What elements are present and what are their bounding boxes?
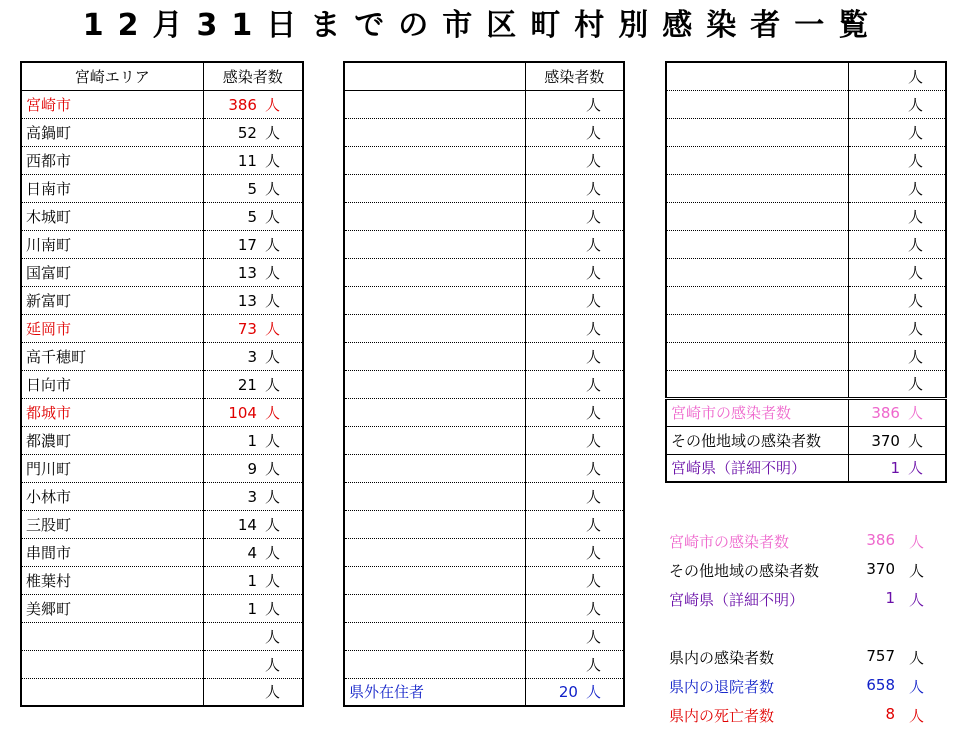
area-name-cell: 三股町 — [21, 510, 203, 538]
count-cell — [848, 230, 946, 258]
area-name-cell — [344, 146, 525, 174]
count-value: 1 — [247, 599, 257, 618]
area-name-cell — [666, 258, 848, 286]
count-value: 3 — [247, 347, 257, 366]
unit-label: 人 — [264, 151, 280, 170]
area-name-cell — [666, 146, 848, 174]
table-row — [21, 370, 303, 398]
unit-label: 人 — [585, 263, 601, 282]
table-row — [21, 426, 303, 454]
area-name-cell — [666, 90, 848, 118]
area-name-cell — [666, 118, 848, 146]
count-cell — [848, 398, 946, 426]
unit-label: 人 — [585, 319, 601, 338]
count-cell — [203, 118, 303, 146]
count-cell — [848, 426, 946, 454]
unit-label: 人 — [585, 515, 601, 534]
count-header: 感染者数 — [525, 62, 624, 90]
area-name-cell — [344, 566, 525, 594]
unit-label: 人 — [585, 627, 601, 646]
count-cell — [848, 286, 946, 314]
unit-label: 人 — [264, 683, 280, 702]
count-cell — [203, 90, 303, 118]
area-name-cell — [344, 426, 525, 454]
header-row — [344, 62, 624, 90]
count-header: 感染者数 — [203, 62, 303, 90]
table-row — [21, 594, 303, 622]
area-name-cell — [344, 174, 525, 202]
summary-count: 1 — [885, 589, 895, 607]
table-row — [21, 678, 303, 706]
table-row — [21, 454, 303, 482]
area-name-cell: 国富町 — [21, 258, 203, 286]
unit-label: 人 — [585, 403, 601, 422]
unit-label: 人 — [907, 319, 923, 338]
table-row — [344, 342, 624, 370]
count-value: 52 — [237, 123, 257, 142]
area-name-cell — [344, 594, 525, 622]
table-row — [344, 314, 624, 342]
summary-line — [669, 531, 939, 551]
area-name-cell — [666, 370, 848, 398]
unit-label: 人 — [909, 649, 925, 667]
area-name-cell — [344, 314, 525, 342]
area-name-cell: 宮崎市の感染者数 — [666, 398, 848, 426]
table-row — [344, 622, 624, 650]
table-row — [666, 118, 946, 146]
table-row — [344, 258, 624, 286]
count-cell — [525, 398, 624, 426]
count-cell — [203, 286, 303, 314]
unit-label: 人 — [264, 487, 280, 506]
summary-line — [669, 560, 939, 580]
count-cell — [525, 202, 624, 230]
summary-label: 県内の死亡者数 — [669, 707, 775, 725]
unit-label: 人 — [907, 123, 923, 142]
table-row — [344, 202, 624, 230]
area-name-cell: 延岡市 — [21, 314, 203, 342]
unit-label: 人 — [585, 375, 601, 394]
count-cell — [525, 230, 624, 258]
area-table-2 — [343, 61, 625, 707]
area-name-cell: その他地域の感染者数 — [666, 426, 848, 454]
count-cell — [848, 454, 946, 482]
unit-label: 人 — [264, 375, 280, 394]
area-name-cell: 日南市 — [21, 174, 203, 202]
count-cell — [848, 370, 946, 398]
count-value: 11 — [237, 151, 257, 170]
unit-label: 人 — [264, 123, 280, 142]
unit-label: 人 — [264, 459, 280, 478]
area-name-cell — [344, 482, 525, 510]
area-name-cell — [666, 314, 848, 342]
area-name-cell — [344, 370, 525, 398]
unit-label: 人 — [909, 591, 925, 609]
unit-label: 人 — [907, 207, 923, 226]
area-name-cell: 高鍋町 — [21, 118, 203, 146]
table-row — [666, 398, 946, 426]
count-cell — [203, 566, 303, 594]
count-cell — [203, 258, 303, 286]
area-name-cell: 都濃町 — [21, 426, 203, 454]
area-name-cell — [666, 202, 848, 230]
table-row — [666, 62, 946, 90]
unit-label: 人 — [907, 67, 923, 86]
table-row — [344, 146, 624, 174]
summary-count: 757 — [866, 647, 895, 665]
count-value: 17 — [237, 235, 257, 254]
count-value: 4 — [247, 543, 257, 562]
unit-label: 人 — [907, 95, 923, 114]
table-row — [21, 566, 303, 594]
count-cell — [525, 90, 624, 118]
area-name-cell: 川南町 — [21, 230, 203, 258]
area-name-cell: 美郷町 — [21, 594, 203, 622]
table-row — [21, 258, 303, 286]
unit-label: 人 — [907, 291, 923, 310]
unit-label: 人 — [907, 347, 923, 366]
count-cell — [203, 398, 303, 426]
unit-label: 人 — [585, 235, 601, 254]
area-name-cell: 小林市 — [21, 482, 203, 510]
unit-label: 人 — [585, 571, 601, 590]
unit-label: 人 — [585, 179, 601, 198]
count-cell — [203, 342, 303, 370]
area-name-cell: 新富町 — [21, 286, 203, 314]
summary-label: 県内の感染者数 — [669, 649, 775, 667]
unit-label: 人 — [907, 235, 923, 254]
area-name-cell: 木城町 — [21, 202, 203, 230]
unit-label: 人 — [585, 655, 601, 674]
area-name-cell — [344, 622, 525, 650]
summary-label: 県内の退院者数 — [669, 678, 775, 696]
unit-label: 人 — [264, 515, 280, 534]
summary-count: 370 — [866, 560, 895, 578]
area-header — [344, 62, 525, 90]
area-name-cell — [344, 202, 525, 230]
table-row — [21, 398, 303, 426]
unit-label: 人 — [585, 487, 601, 506]
unit-label: 人 — [585, 431, 601, 450]
table-row — [666, 174, 946, 202]
table-row — [344, 650, 624, 678]
area-name-cell — [344, 230, 525, 258]
count-cell — [525, 146, 624, 174]
table-row — [666, 230, 946, 258]
unit-label: 人 — [585, 347, 601, 366]
table-row — [21, 482, 303, 510]
count-cell — [203, 426, 303, 454]
table-row — [666, 90, 946, 118]
unit-label: 人 — [907, 459, 923, 478]
table-row — [344, 482, 624, 510]
table-row — [21, 90, 303, 118]
count-value: 386 — [871, 404, 900, 422]
count-cell — [525, 650, 624, 678]
table-row — [666, 202, 946, 230]
total-line — [669, 676, 939, 696]
count-cell — [203, 622, 303, 650]
count-value: 13 — [237, 263, 257, 282]
table-row — [344, 90, 624, 118]
count-cell — [848, 90, 946, 118]
area-name-cell — [344, 454, 525, 482]
count-value: 5 — [247, 179, 257, 198]
count-cell — [848, 62, 946, 90]
count-cell — [203, 146, 303, 174]
table-row — [344, 454, 624, 482]
count-cell — [525, 426, 624, 454]
area-name-cell: 西都市 — [21, 146, 203, 174]
area-name-cell — [666, 342, 848, 370]
count-cell — [203, 482, 303, 510]
table-row — [21, 510, 303, 538]
summary-label: 宮崎市の感染者数 — [669, 533, 790, 551]
unit-label: 人 — [907, 263, 923, 282]
table-row — [344, 174, 624, 202]
unit-label: 人 — [585, 151, 601, 170]
table-row — [21, 202, 303, 230]
count-value: 20 — [558, 683, 578, 702]
count-cell — [203, 454, 303, 482]
count-cell — [525, 678, 624, 706]
count-cell — [203, 174, 303, 202]
area-name-cell — [344, 258, 525, 286]
summary-line — [669, 589, 939, 609]
unit-label: 人 — [264, 599, 280, 618]
area-name-cell — [344, 510, 525, 538]
unit-label: 人 — [585, 459, 601, 478]
unit-label: 人 — [585, 683, 601, 702]
unit-label: 人 — [907, 151, 923, 170]
area-name-cell — [344, 538, 525, 566]
unit-label: 人 — [264, 571, 280, 590]
count-value: 1 — [247, 571, 257, 590]
count-cell — [848, 258, 946, 286]
summary-count: 8 — [885, 705, 895, 723]
table-row — [344, 678, 624, 706]
area-name-cell — [666, 230, 848, 258]
area-name-cell — [344, 118, 525, 146]
area-name-cell — [344, 286, 525, 314]
table-row — [344, 566, 624, 594]
count-cell — [203, 678, 303, 706]
unit-label: 人 — [264, 291, 280, 310]
header-row — [21, 62, 303, 90]
unit-label: 人 — [909, 678, 925, 696]
count-cell — [203, 594, 303, 622]
count-cell — [525, 258, 624, 286]
area-table-3 — [665, 61, 947, 483]
unit-label: 人 — [585, 291, 601, 310]
area-name-cell: 高千穂町 — [21, 342, 203, 370]
page-title: 12月31日までの市区町村別感染者一覧 — [82, 8, 883, 43]
summary-count: 658 — [866, 676, 895, 694]
unit-label: 人 — [585, 95, 601, 114]
area-name-cell: 宮崎市 — [21, 90, 203, 118]
table-row — [666, 314, 946, 342]
area-name-cell: 門川町 — [21, 454, 203, 482]
area-name-cell: 串間市 — [21, 538, 203, 566]
area-table-miyazaki — [20, 61, 304, 707]
unit-label: 人 — [264, 207, 280, 226]
table-row — [344, 118, 624, 146]
table-row — [344, 538, 624, 566]
table-row — [344, 426, 624, 454]
count-cell — [525, 286, 624, 314]
unit-label: 人 — [264, 347, 280, 366]
count-cell — [848, 314, 946, 342]
count-cell — [525, 370, 624, 398]
unit-label: 人 — [264, 319, 280, 338]
area-name-cell: 都城市 — [21, 398, 203, 426]
count-cell — [848, 146, 946, 174]
count-cell — [203, 314, 303, 342]
count-cell — [525, 118, 624, 146]
count-cell — [848, 202, 946, 230]
unit-label: 人 — [264, 543, 280, 562]
unit-label: 人 — [264, 431, 280, 450]
table-row — [21, 314, 303, 342]
table-row — [21, 342, 303, 370]
area-name-cell: 椎葉村 — [21, 566, 203, 594]
area-name-cell — [666, 174, 848, 202]
summary-label: その他地域の感染者数 — [669, 562, 820, 580]
table-row — [344, 510, 624, 538]
table-row — [666, 426, 946, 454]
count-value: 104 — [228, 403, 257, 422]
table-row — [21, 230, 303, 258]
table-row — [21, 118, 303, 146]
count-cell — [525, 174, 624, 202]
count-cell — [203, 538, 303, 566]
count-cell — [525, 510, 624, 538]
unit-label: 人 — [585, 599, 601, 618]
unit-label: 人 — [264, 655, 280, 674]
count-cell — [525, 622, 624, 650]
unit-label: 人 — [907, 375, 923, 393]
table-row — [344, 594, 624, 622]
count-cell — [525, 454, 624, 482]
count-value: 370 — [871, 431, 900, 450]
area-name-cell — [21, 622, 203, 650]
area-name-cell — [666, 62, 848, 90]
area-name-cell: 県外在住者 — [349, 683, 425, 702]
area-name-cell: 日向市 — [21, 370, 203, 398]
count-cell — [525, 482, 624, 510]
area-name-cell — [21, 650, 203, 678]
unit-label: 人 — [907, 431, 923, 450]
area-name-cell — [344, 398, 525, 426]
count-cell — [203, 650, 303, 678]
table-row — [344, 286, 624, 314]
count-cell — [525, 594, 624, 622]
area-name-cell — [344, 342, 525, 370]
unit-label: 人 — [907, 404, 923, 422]
summary-label: 宮崎県（詳細不明） — [669, 591, 805, 609]
table-row — [666, 286, 946, 314]
count-cell — [848, 118, 946, 146]
table-row — [344, 370, 624, 398]
table-row — [666, 258, 946, 286]
count-cell — [203, 230, 303, 258]
area-name-cell — [21, 678, 203, 706]
count-value: 386 — [228, 95, 257, 114]
count-value: 14 — [237, 515, 257, 534]
unit-label: 人 — [264, 627, 280, 646]
unit-label: 人 — [264, 95, 280, 114]
area-name-cell: 宮崎県（詳細不明） — [666, 454, 848, 482]
table-row — [21, 174, 303, 202]
count-cell — [203, 370, 303, 398]
unit-label: 人 — [909, 533, 925, 551]
count-value: 1 — [247, 431, 257, 450]
table-row — [344, 230, 624, 258]
table-row — [666, 454, 946, 482]
unit-label: 人 — [909, 707, 925, 725]
table-row — [21, 146, 303, 174]
unit-label: 人 — [264, 235, 280, 254]
table-row — [21, 650, 303, 678]
count-cell — [203, 202, 303, 230]
area-header: 宮崎エリア — [21, 62, 203, 90]
count-value: 1 — [890, 459, 900, 478]
count-cell — [525, 566, 624, 594]
count-value: 9 — [247, 459, 257, 478]
unit-label: 人 — [264, 179, 280, 198]
count-cell — [848, 174, 946, 202]
count-cell — [525, 342, 624, 370]
count-cell — [525, 314, 624, 342]
count-value: 21 — [237, 375, 257, 394]
table-row — [21, 538, 303, 566]
table-row — [666, 342, 946, 370]
unit-label: 人 — [264, 263, 280, 282]
count-value: 73 — [237, 319, 257, 338]
count-cell — [848, 342, 946, 370]
unit-label: 人 — [585, 123, 601, 142]
table-row — [666, 370, 946, 398]
count-cell — [203, 510, 303, 538]
count-value: 13 — [237, 291, 257, 310]
area-name-cell — [344, 90, 525, 118]
table-row — [344, 398, 624, 426]
area-name-cell — [344, 650, 525, 678]
total-line — [669, 705, 939, 725]
unit-label: 人 — [909, 562, 925, 580]
unit-label: 人 — [264, 403, 280, 422]
total-line — [669, 647, 939, 667]
table-row — [666, 146, 946, 174]
table-row — [21, 286, 303, 314]
unit-label: 人 — [585, 207, 601, 226]
summary-count: 386 — [866, 531, 895, 549]
count-value: 3 — [247, 487, 257, 506]
count-value: 5 — [247, 207, 257, 226]
area-name-cell — [666, 286, 848, 314]
unit-label: 人 — [907, 179, 923, 198]
unit-label: 人 — [585, 543, 601, 562]
count-cell — [525, 538, 624, 566]
table-row — [21, 622, 303, 650]
